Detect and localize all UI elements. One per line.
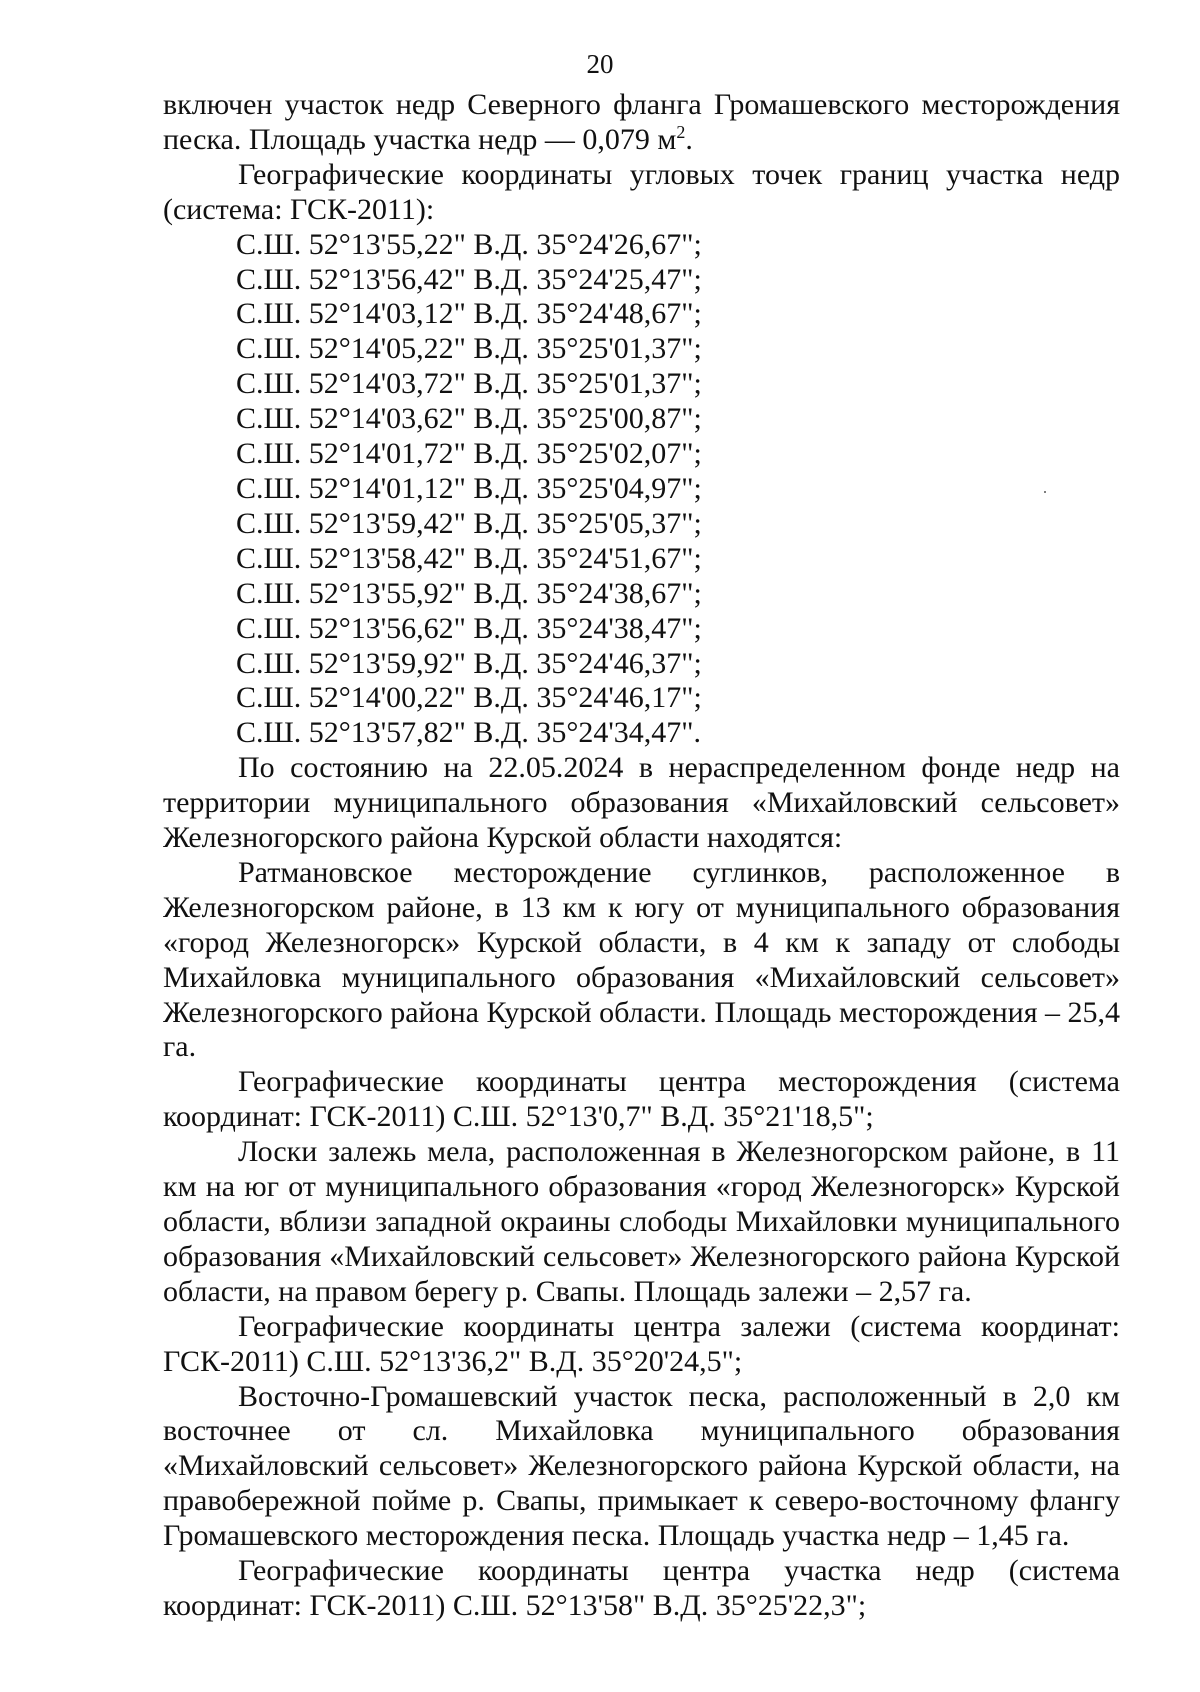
coordinate-item: С.Ш. 52°13'59,92" В.Д. 35°24'46,37"; — [236, 646, 702, 680]
coordinate-item: С.Ш. 52°13'56,62" В.Д. 35°24'38,47"; — [236, 611, 702, 645]
paragraph-vostochno-gromashevsky-site: Восточно-Громашевский участок песка, расположенный в 2,0 км восточнее от сл. Михайловка муниципального образования «Михайловский сельсовет» Железногорского района Курской области, на правобережной пойме р. Свапы, примыкает к северо-восточному флангу Громашевского месторождения песка. Площадь участка недр – 1,45 га. — [163, 1379, 1120, 1553]
coordinate-item: С.Ш. 52°13'58,42" В.Д. 35°24'51,67"; — [236, 541, 702, 575]
page-number: 20 — [586, 49, 614, 79]
coordinate-item: С.Ш. 52°14'03,12" В.Д. 35°24'48,67"; — [236, 297, 702, 331]
coordinate-item: С.Ш. 52°13'55,92" В.Д. 35°24'38,67"; — [236, 576, 702, 610]
paragraph-loski-chalk-deposit: Лоски залежь мела, расположенная в Железногорском районе, в 11 км на юг от муниципального образования «город Железногорск» Курской области, вблизи западной окраины слободы Михайловки муниципального образования «Михайловский сельсовет» Железногорского района Курской области, на правом берегу р. Свапы. Площадь залежи – 2,57 га. — [163, 1135, 1120, 1308]
paragraph-loski-coordinates: Географические координаты центра залежи (система координат: ГСК-2011) С.Ш. 52°13'36,2" В.Д. 35°20'24,5"; — [163, 1309, 1120, 1378]
coordinate-item: С.Ш. 52°13'56,42" В.Д. 35°24'25,47"; — [236, 262, 702, 296]
coordinate-item: С.Ш. 52°13'55,22" В.Д. 35°24'26,67"; — [236, 227, 702, 261]
area-unit-superscript: 2 — [676, 121, 686, 142]
paragraph-vostochno-gromashevsky-coordinates: Географические координаты центра участка недр (система координат: ГСК-2011) С.Ш. 52°13'58" В.Д. 35°25'22,3"; — [163, 1554, 1120, 1622]
coordinate-item: С.Ш. 52°13'59,42" В.Д. 35°25'05,37"; — [236, 506, 702, 540]
coordinate-item: С.Ш. 52°14'03,72" В.Д. 35°25'01,37"; — [236, 367, 702, 401]
paragraph-unallocated-fund: По состоянию на 22.05.2024 в нераспределенном фонде недр на территории муниципального образования «Михайловский сельсовет» Железногорского района Курской области находятся: — [163, 751, 1120, 855]
coordinate-item: С.Ш. 52°14'00,22" В.Д. 35°24'46,17"; — [236, 681, 702, 715]
paragraph-site-area-text: включен участок недр Северного фланга Громашевского месторождения песка. Площадь участка недр — 0,079 м — [163, 88, 1120, 156]
corner-coordinates-list — [163, 228, 1120, 752]
paragraph-site-area — [163, 88, 1120, 158]
scan-speck — [1044, 491, 1046, 493]
coordinate-item: С.Ш. 52°14'01,72" В.Д. 35°25'02,07"; — [236, 437, 702, 471]
paragraph-ratmanovskoe-deposit: Ратмановское месторождение суглинков, расположенное в Железногорском районе, в 13 км к югу от муниципального образования «город Железногорск» Курской области, в 4 км к западу от слободы Михайловка муниципального образования «Михайловский сельсовет» Железногорского района Курской области. Площадь месторождения – 25,4 га. — [163, 855, 1120, 1064]
coordinate-item: С.Ш. 52°13'57,82" В.Д. 35°24'34,47". — [236, 716, 702, 750]
coordinate-item: С.Ш. 52°14'05,22" В.Д. 35°25'01,37"; — [236, 332, 702, 366]
paragraph-corner-coordinates-intro: Географические координаты угловых точек границ участка недр (система: ГСК-2011): — [163, 157, 1120, 226]
paragraph-ratmanovskoe-coordinates: Географические координаты центра месторождения (система координат: ГСК-2011) С.Ш. 52°13'0,7" В.Д. 35°21'18,5"; — [163, 1065, 1120, 1134]
coordinate-item: С.Ш. 52°14'01,12" В.Д. 35°25'04,97"; — [236, 471, 702, 505]
coordinate-item: С.Ш. 52°14'03,62" В.Д. 35°25'00,87"; — [236, 402, 702, 436]
paragraph-site-area-end: . — [685, 122, 693, 156]
document-body — [163, 88, 1120, 1624]
